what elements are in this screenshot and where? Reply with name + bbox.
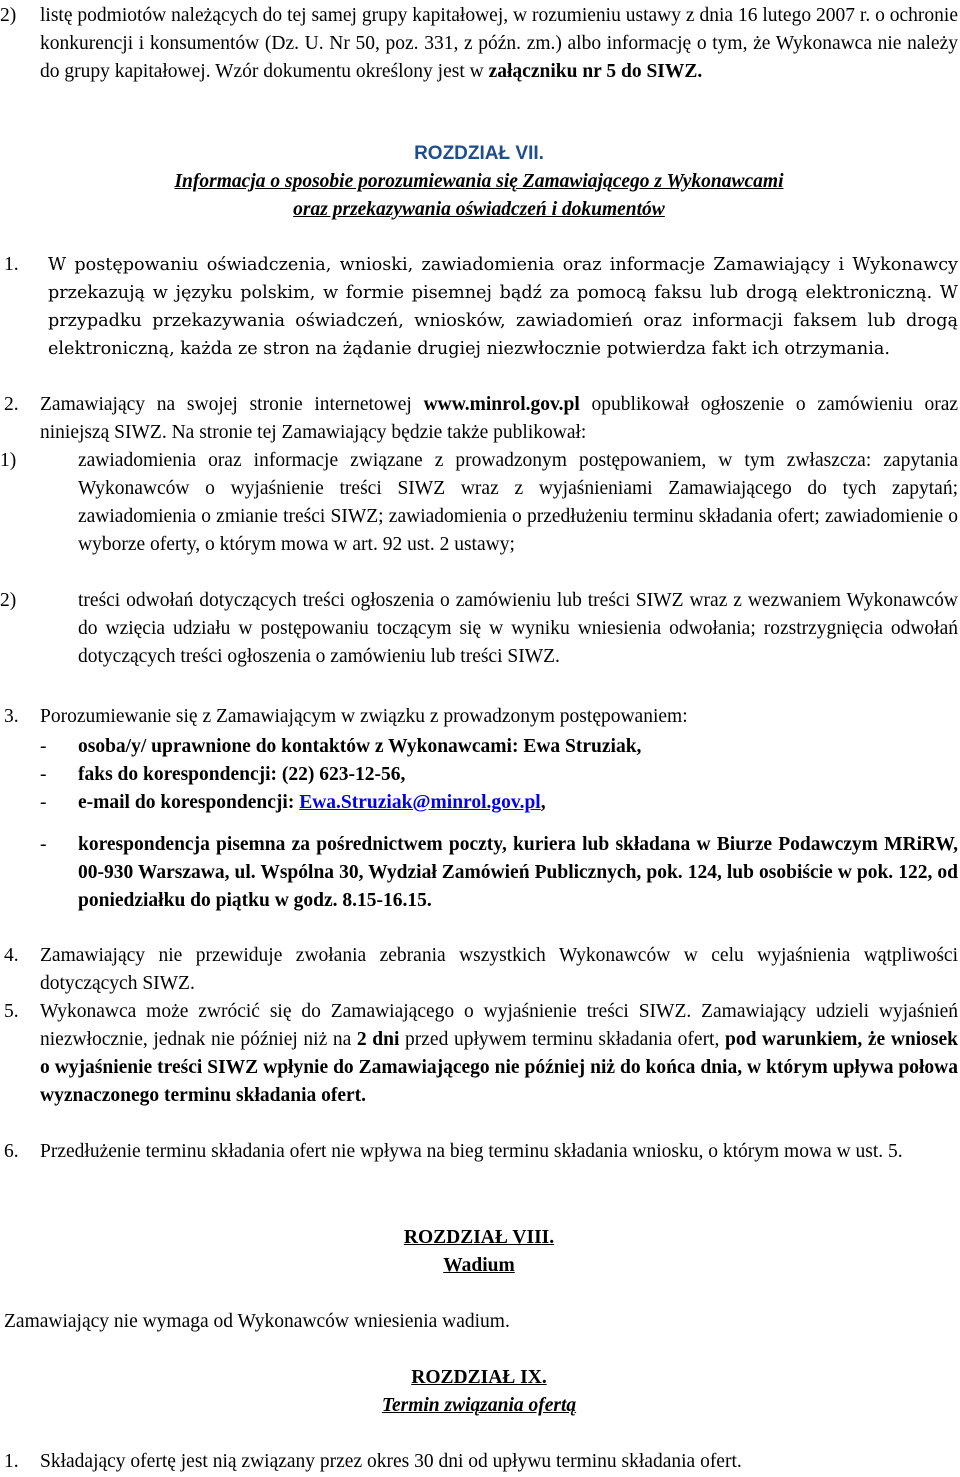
dash-bullet: - — [40, 792, 47, 813]
point-2-text: Zamawiający na swojej stronie internetowej www.minrol.gov.pl opublikował ogłoszenie o zamówieniu oraz niniejszą SIWZ. Na stronie tej Zamawiający będzie także publikował: — [40, 394, 959, 443]
chapter-7-heading-block — [0, 140, 958, 224]
chapter-8-paragraph — [4, 1308, 958, 1336]
section-9-point-1 — [4, 1448, 958, 1476]
subpoint-number: 1) — [0, 450, 17, 471]
section-7-point-6 — [4, 1138, 958, 1166]
chapter-7-heading: ROZDZIAŁ VII. — [414, 143, 544, 164]
contact-item-person — [0, 733, 958, 761]
contact-item-fax — [0, 761, 958, 789]
point-3-text: Porozumiewanie się z Zamawiającym w związku z prowadzonym postępowaniem: — [40, 706, 688, 727]
point-6-text: Przedłużenie terminu składania ofert nie wpływa na bieg terminu składania wniosku, o którym mowa w ust. 5. — [40, 1141, 903, 1162]
list-item-text: listę podmiotów należących do tej samej grupy kapitałowej, w rozumieniu ustawy z dnia 16 lutego 2007 r. o ochronie konkurencji i konsumentów (Dz. U. Nr 50, poz. 331, z późn. zm.) albo informację o tym, że Wykonawca nie należy do grupy kapitałowej. Wzór dokumentu określony jest w załączniku nr 5 do SIWZ. — [40, 5, 958, 82]
list-item-group-entities — [0, 2, 958, 86]
dash-bullet: - — [40, 834, 47, 855]
email-link[interactable]: Ewa.Struziak@minrol.gov.pl — [299, 792, 541, 813]
point-number: 2. — [4, 394, 19, 415]
chapter-7-subheading-line-2: oraz przekazywania oświadczeń i dokumentów — [293, 199, 665, 220]
point-5-text: Wykonawca może zwrócić się do Zamawiającego o wyjaśnienie treści SIWZ. Zamawiający udzieli wyjaśnień niezwłocznie, jednak nie później niż na 2 dni przed upływem terminu składania ofert, pod warunkiem, że wniosek o wyjaśnienie treści SIWZ wpłynie do Zamawiającego nie później niż do końca dnia, w którym upływa połowa wyznaczonego terminu składania ofert. — [40, 1001, 958, 1106]
subpoint-2-text: treści odwołań dotyczących treści ogłoszenia o zamówieniu lub treści SIWZ wraz z wezwaniem Wykonawców do wzięcia udziału w postępowaniu toczącym się w wyniku wniesienia odwołania; rozstrzygnięcia odwołań dotyczących treści ogłoszenia o zamówieniu lub treści SIWZ. — [78, 590, 958, 667]
point-number: 4. — [4, 945, 19, 966]
point-4-text: Zamawiający nie przewiduje zwołania zebrania wszystkich Wykonawców w celu wyjaśnienia wątpliwości dotyczących SIWZ. — [40, 945, 958, 994]
chapter-8-heading-block — [0, 1224, 958, 1280]
section-9-point-1-text: Składający ofertę jest nią związany przez okres 30 dni od upływu terminu składania ofert. — [40, 1451, 742, 1472]
chapter-9-subheading: Termin związania ofertą — [381, 1395, 577, 1416]
email-text: e-mail do korespondencji: Ewa.Struziak@minrol.gov.pl, — [78, 792, 546, 813]
chapter-8-subheading: Wadium — [443, 1255, 515, 1276]
section-7-point-2 — [4, 391, 958, 447]
contact-person-text: osoba/y/ uprawnione do kontaktów z Wykonawcami: Ewa Struziak, — [78, 736, 642, 757]
section-7-point-1 — [4, 251, 958, 363]
fax-text: faks do korespondencji: (22) 623-12-56, — [78, 764, 406, 785]
section-7-point-5 — [4, 998, 958, 1110]
point-number: 6. — [4, 1141, 19, 1162]
mail-text: korespondencja pisemna za pośrednictwem poczty, kuriera lub składana w Biurze Podawczym MRiRW, 00-930 Warszawa, ul. Wspólna 30, Wydział Zamówień Publicznych, pok. 124, lub osobiście w pok. 122, od poniedziałku do piątku w godz. 8.15-16.15. — [78, 834, 958, 911]
chapter-7-subheading-line-1: Informacja o sposobie porozumiewania się Zamawiającego z Wykonawcami — [174, 171, 784, 192]
contact-item-mail — [0, 831, 958, 915]
list-number: 2) — [0, 5, 17, 26]
section-7-point-4 — [4, 942, 958, 998]
point-number: 3. — [4, 706, 19, 727]
website-url: www.minrol.gov.pl — [423, 394, 580, 415]
subpoint-1 — [0, 447, 958, 559]
subpoint-number: 2) — [0, 590, 17, 611]
point-number: 1. — [4, 254, 19, 275]
dash-bullet: - — [40, 736, 47, 757]
point-number: 5. — [4, 1001, 19, 1022]
dash-bullet: - — [40, 764, 47, 785]
chapter-8-text: Zamawiający nie wymaga od Wykonawców wniesienia wadium. — [4, 1311, 510, 1332]
subpoint-1-text: zawiadomienia oraz informacje związane z prowadzonym postępowaniem, w tym zwłaszcza: zapytania Wykonawców o wyjaśnienie treści SIWZ wraz z wyjaśnieniami Zamawiającego do tych zapytań; zawiadomienia o zmianie treści SIWZ; zawiadomienia o przedłużeniu terminu składania ofert; zawiadomienie o wyborze oferty, o którym mowa w art. 92 ust. 2 ustawy; — [78, 450, 958, 555]
point-1-text: W postępowaniu oświadczenia, wnioski, zawiadomienia oraz informacje Zamawiający i Wykonawcy przekazują w języku polskim, w formie pisemnej bądź za pomocą faksu lub drogą elektroniczną. W przypadku przekazywania oświadczeń, wniosków, zawiadomień oraz informacji faksem lub drogą elektroniczną, każda ze stron na żądanie drugiej niezwłocznie potwierdza fakt ich otrzymania. — [48, 255, 958, 359]
chapter-9-heading-block — [0, 1364, 958, 1420]
chapter-8-heading: ROZDZIAŁ VIII. — [403, 1227, 555, 1248]
attachment-reference: załączniku nr 5 do SIWZ. — [488, 61, 703, 82]
subpoint-2 — [0, 587, 958, 671]
section-7-point-3 — [4, 703, 958, 731]
chapter-9-heading: ROZDZIAŁ IX. — [411, 1367, 547, 1388]
point-number: 1. — [4, 1451, 19, 1472]
contact-item-email — [0, 789, 958, 817]
